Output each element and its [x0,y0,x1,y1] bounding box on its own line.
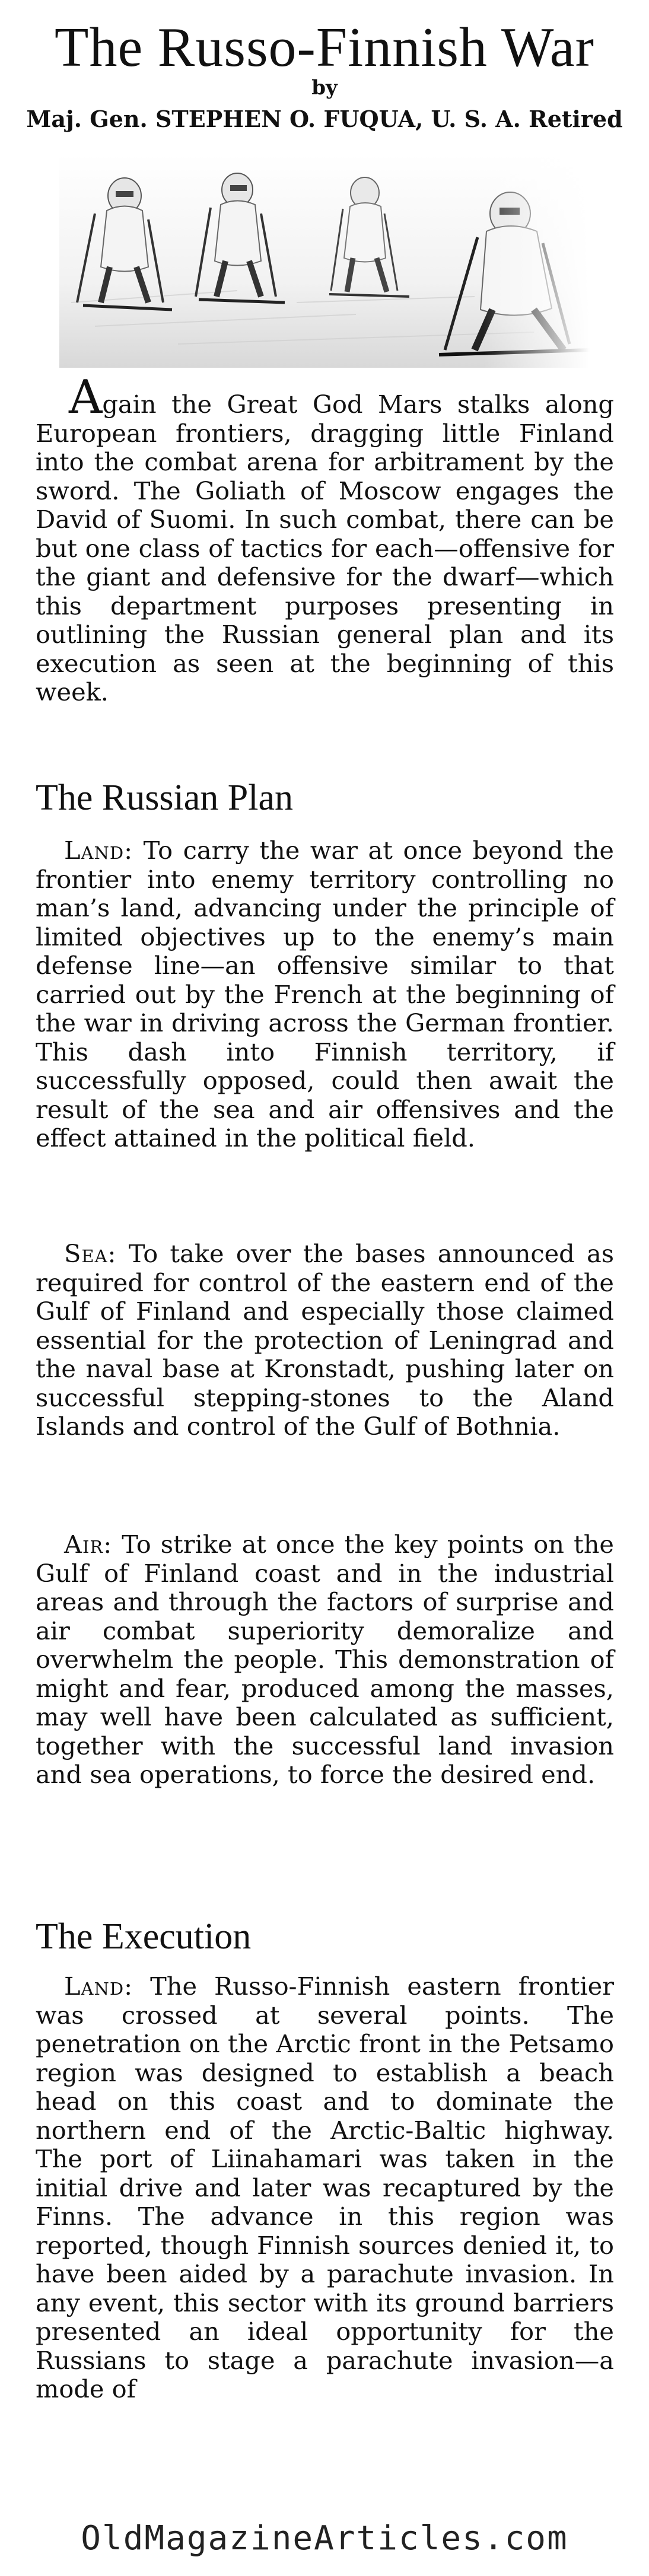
paragraph-lead: Air: [64,1530,113,1559]
ski-troops-photo [59,154,590,368]
byline-author: Maj. Gen. STEPHEN O. FUQUA, U. S. A. Retired [26,106,623,132]
plan-land-paragraph [36,836,614,1153]
plan-air-paragraph [36,1530,614,1789]
byline-by: by [311,76,338,100]
paragraph-text: To strike at once the key points on the Gulf of Finland coast and in the industrial areas and through the factors of surprise and air combat superiority demoralize and overwhelm the people. This demonstration of might and fear, produced among the masses, may well have been calculated as sufficient, together with the successful land invasion and sea operations, to force the desired end. [36,1530,614,1789]
intro-text: gain the Great God Mars stalks along European frontiers, dragging little Finland into the combat arena for arbitrament by the sword. The Goliath of Moscow engages the David of Suomi. In such combat, there can be but one class of tactics for each—offensive for the giant and defensive for the dwarf—which this department purposes presenting in outlining the Russian general plan and its execution as seen at the beginning of this week. [36,390,614,706]
article-title: The Russo-Finnish War [55,17,594,78]
paragraph-lead: Sea: [64,1239,117,1268]
site-watermark[interactable]: OldMagazineArticles.com [81,2519,568,2558]
section-heading-execution: The Execution [36,1916,252,1957]
paragraph-text: The Russo-Finnish eastern frontier was crossed at several points. The penetration on the Arctic front in the Petsamo region was designed to establish a beach head on this coast and to dominate the northern end of the Arctic-Baltic highway. The port of Liinahamari was taken in the initial drive and later was recaptured by the Finns. The advance in this region was reported, though Finnish sources denied it, to have been aided by a parachute invasion. In any event, this sector with its ground barriers presented an ideal opportunity for the Russians to stage a parachute invasion—a mode of [36,1972,614,2403]
paragraph-text: To take over the bases announced as required for control of the eastern end of the Gulf of Finland and especially those claimed essential for the protection of Leningrad and the naval base at Kronstadt, pushing later on successful stepping-stones to the Aland Islands and control of the Gulf of Bothnia. [36,1239,614,1441]
intro-paragraph [36,371,614,707]
section-heading-russian-plan: The Russian Plan [36,778,293,818]
plan-sea-paragraph [36,1240,614,1441]
drop-cap: A [69,371,103,424]
paragraph-text: To carry the war at once beyond the frontier into enemy territory controlling no man’s land, advancing under the principle of limited objectives up to the enemy’s main defense line—an offensive similar to that carried out by the French at the beginning of the war in driving across the German frontier. This dash into Finnish territory, if successfully opposed, could then await the result of the sea and air offensives and the effect attained in the political field. [36,836,614,1152]
ski-troops-illustration [59,154,590,368]
execution-land-paragraph [36,1972,614,2404]
paragraph-lead: Land: [64,1972,133,2001]
paragraph-lead: Land: [64,836,133,865]
